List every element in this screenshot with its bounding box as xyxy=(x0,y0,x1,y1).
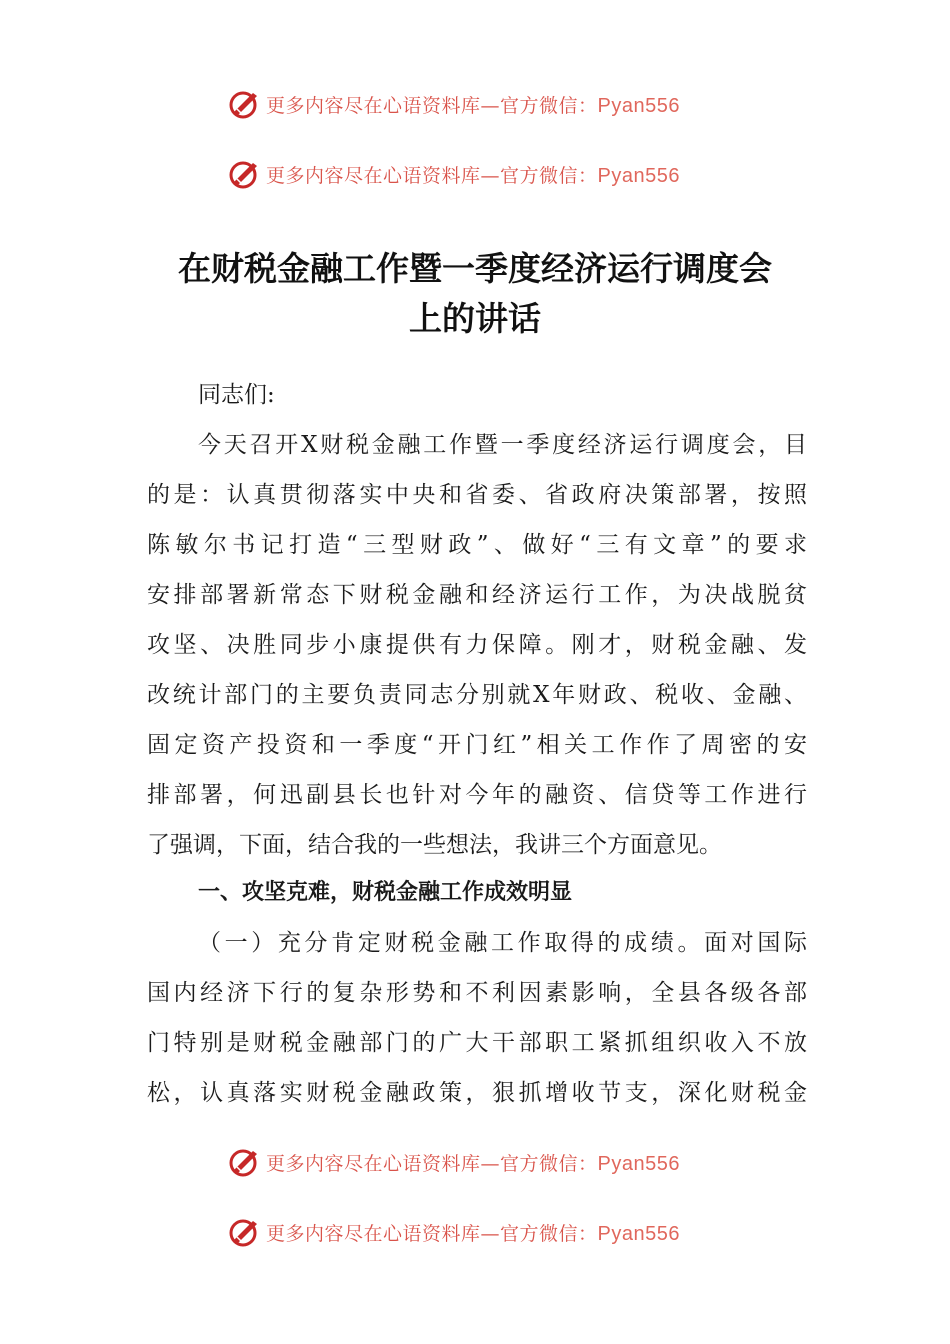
paragraph-line: （一）充分肯定财税金融工作取得的成绩。面对国际 xyxy=(198,930,807,956)
paragraph-line: 今天召开X财税金融工作暨一季度经济运行调度会，目 xyxy=(198,432,807,458)
page-title-line-1: 在财税金融工作暨一季度经济运行调度会 xyxy=(178,249,772,288)
paragraph-line: 固定资产投资和一季度“开门红”相关工作作了周密的安 xyxy=(147,732,807,758)
paragraph-line: 改统计部门的主要负责同志分别就X年财政、税收、金融、 xyxy=(147,682,807,708)
watermark-text: 更多内容尽在心语资料库—官方微信： xyxy=(266,1152,598,1175)
pen-circle-logo-icon xyxy=(226,1144,262,1180)
watermark-text: 更多内容尽在心语资料库—官方微信： xyxy=(266,94,598,117)
watermark-banner-bottom-2 xyxy=(226,1212,680,1252)
paragraph-line: 安排部署新常态下财税金融和经济运行工作，为决战脱贫 xyxy=(147,582,807,608)
paragraph-line: 国内经济下行的复杂形势和不利因素影响，全县各级各部 xyxy=(147,980,807,1006)
paragraph-line: 松，认真落实财税金融政策，狠抓增收节支，深化财税金 xyxy=(147,1080,807,1106)
paragraph-line: 攻坚、决胜同步小康提供有力保障。刚才，财税金融、发 xyxy=(147,632,807,658)
section-heading: 一、攻坚克难，财税金融工作成效明显 xyxy=(198,880,573,905)
pen-circle-logo-icon xyxy=(226,156,262,192)
greeting: 同志们: xyxy=(198,382,275,408)
watermark-text: 更多内容尽在心语资料库—官方微信： xyxy=(266,1222,598,1245)
paragraph-line: 的是：认真贯彻落实中央和省委、省政府决策部署，按照 xyxy=(147,482,807,508)
page-title-line-2: 上的讲话 xyxy=(409,299,541,338)
paragraph-line: 排部署，何迅副县长也针对今年的融资、信贷等工作进行 xyxy=(147,782,807,808)
watermark-account: Pyan556 xyxy=(597,1152,680,1175)
paragraph-line: 了强调，下面，结合我的一些想法，我讲三个方面意见。 xyxy=(147,832,722,858)
watermark-banner-top-2 xyxy=(226,154,680,194)
watermark-account: Pyan556 xyxy=(597,164,680,187)
paragraph-line: 陈敏尔书记打造“三型财政”、做好“三有文章”的要求 xyxy=(147,532,807,558)
pen-circle-logo-icon xyxy=(226,86,262,122)
pen-circle-logo-icon xyxy=(226,1214,262,1250)
watermark-text: 更多内容尽在心语资料库—官方微信： xyxy=(266,164,598,187)
watermark-banner-top-1 xyxy=(226,84,680,124)
paragraph-line: 门特别是财税金融部门的广大干部职工紧抓组织收入不放 xyxy=(147,1030,807,1056)
watermark-account: Pyan556 xyxy=(597,94,680,117)
watermark-banner-bottom-1 xyxy=(226,1142,680,1182)
watermark-account: Pyan556 xyxy=(597,1222,680,1245)
